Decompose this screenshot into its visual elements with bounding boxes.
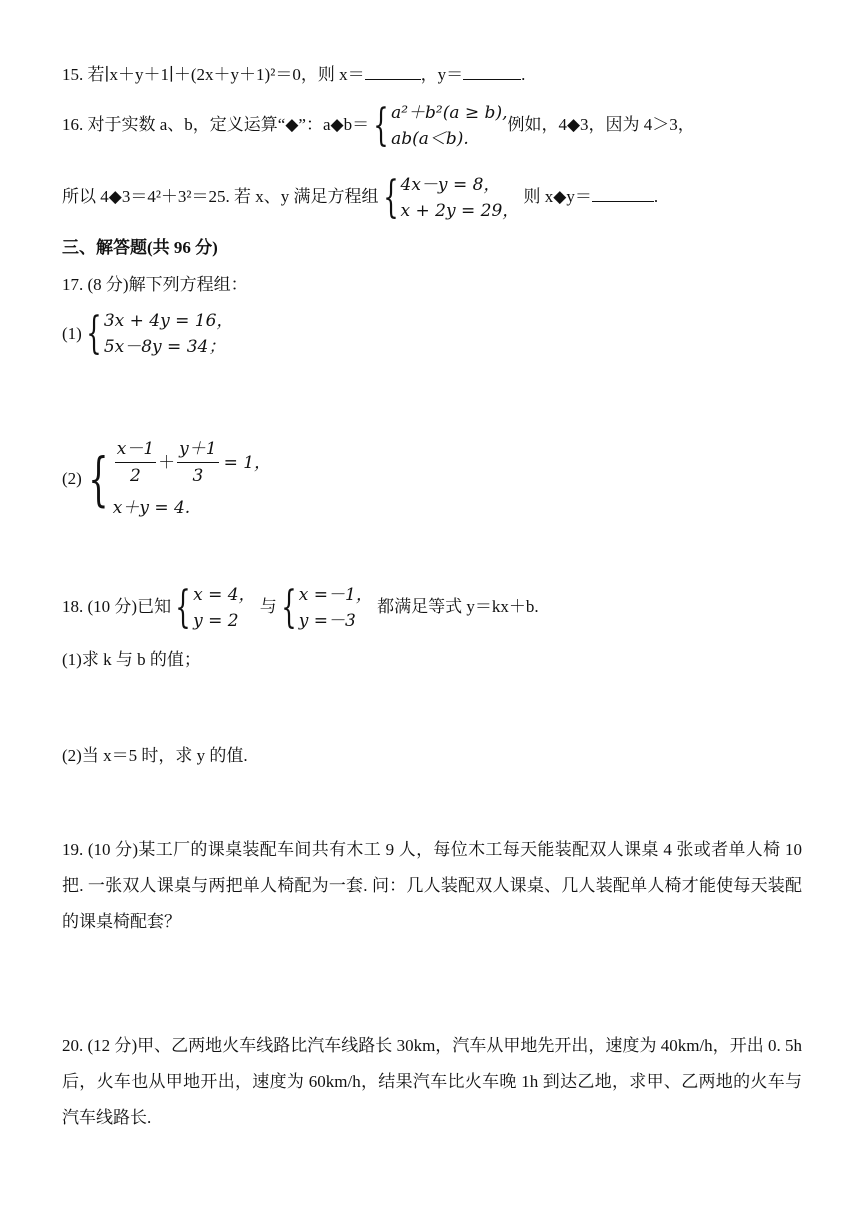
equation-2: x＋y = 4. bbox=[112, 498, 191, 518]
equation-2: x + 2y = 29， bbox=[400, 201, 520, 221]
section-heading: 三、解答题(共 96 分) bbox=[62, 238, 218, 257]
answer-blank-x[interactable] bbox=[365, 62, 421, 80]
q18-subquestion-1: (1)求 k 与 b 的值； bbox=[62, 650, 201, 669]
left-brace: { bbox=[382, 172, 399, 223]
question-19: 19. (10 分)某工厂的课桌装配车间共有木工 9 人，每位木工每天能装配双人课桌 4 张或者单人椅 10 把. 一张双人课桌与两把单人椅配为一套. 问：几人装配双人课桌、几人装配单人椅才能使每天装配的课桌椅配套？ bbox=[62, 840, 802, 931]
equation-2: 5x－8y = 34； bbox=[103, 337, 226, 357]
solution-2-x: x =－1， bbox=[298, 585, 373, 605]
left-brace: { bbox=[281, 582, 297, 633]
q16-line2-a: 所以 4◆3＝4²＋3²＝25. 若 x、y 满足方程组 bbox=[62, 186, 379, 206]
piecewise-definition bbox=[369, 100, 507, 152]
q18-with: 与 bbox=[259, 596, 277, 616]
answer-blank-y[interactable] bbox=[463, 62, 521, 80]
question-15 bbox=[62, 62, 525, 87]
q18-subquestion-2: (2)当 x＝5 时，求 y 的值. bbox=[62, 746, 248, 765]
q16-line1-b: 例如，4◆3，因为 4＞3， bbox=[507, 114, 695, 134]
equation-1-rest: = 1， bbox=[223, 452, 272, 473]
equation-1: 4x－y = 8， bbox=[400, 175, 501, 195]
left-brace: { bbox=[88, 444, 109, 513]
plus-sign: ＋ bbox=[158, 452, 176, 473]
q17-part-2 bbox=[62, 436, 271, 521]
equation-1: 3x + 4y = 16， bbox=[103, 311, 234, 331]
left-brace: { bbox=[86, 308, 102, 359]
equation-1 bbox=[113, 436, 271, 489]
q15-text: 15. 若∣x＋y＋1∣＋(2x＋y＋1)²＝0，则 x＝ bbox=[62, 65, 365, 84]
q18-suffix: 都满足等式 y＝kx＋b. bbox=[377, 596, 539, 616]
left-brace: { bbox=[175, 582, 191, 633]
question-18 bbox=[62, 582, 539, 634]
q18-prefix: 18. (10 分)已知 bbox=[62, 596, 172, 616]
q17-part-1 bbox=[62, 308, 233, 360]
fraction-1-numerator: x－1 bbox=[115, 436, 156, 463]
fraction-1 bbox=[115, 436, 156, 489]
solution-set-1 bbox=[171, 582, 255, 634]
fraction-2 bbox=[177, 436, 218, 489]
solution-2-y: y =－3 bbox=[298, 611, 356, 631]
question-17-title: 17. (8 分)解下列方程组： bbox=[62, 275, 248, 294]
part-label: (2) bbox=[62, 468, 82, 488]
fraction-1-denominator: 2 bbox=[130, 466, 141, 486]
solution-1-y: y = 2 bbox=[193, 611, 239, 631]
question-16-line-2 bbox=[62, 172, 658, 224]
question-16-line-1 bbox=[62, 100, 695, 152]
q15-mid: ，y＝ bbox=[420, 65, 464, 84]
piece-2: ab(a＜b). bbox=[391, 129, 469, 149]
piece-1: a²＋b²(a ≥ b), bbox=[391, 103, 508, 123]
q16-end: . bbox=[653, 186, 659, 206]
solution-set-2 bbox=[277, 582, 373, 634]
question-20: 20. (12 分)甲、乙两地火车线路比汽车线路长 30km，汽车从甲地先开出，速度为 40km/h，开出 0. 5h 后，火车也从甲地开出，速度为 60km/h，结果汽车比火车晚 1h 到达乙地，求甲、乙两地的火车与汽车线路长. bbox=[62, 1036, 802, 1127]
q15-end: . bbox=[521, 65, 526, 84]
q17-part-2-system bbox=[62, 436, 271, 521]
equation-system bbox=[379, 172, 520, 224]
q16-line2-b: 则 x◆y＝ bbox=[523, 186, 592, 206]
q17-part-1-system bbox=[62, 308, 233, 360]
left-brace: { bbox=[373, 100, 389, 151]
part-label: (1) bbox=[62, 324, 82, 343]
fraction-2-denominator: 3 bbox=[192, 466, 204, 486]
solution-1-x: x = 4， bbox=[193, 585, 256, 605]
fraction-2-numerator: y＋1 bbox=[177, 436, 218, 463]
q16-line1-a: 16. 对于实数 a、b，定义运算“◆”：a◆b＝ bbox=[62, 114, 370, 134]
answer-blank[interactable] bbox=[592, 184, 654, 202]
